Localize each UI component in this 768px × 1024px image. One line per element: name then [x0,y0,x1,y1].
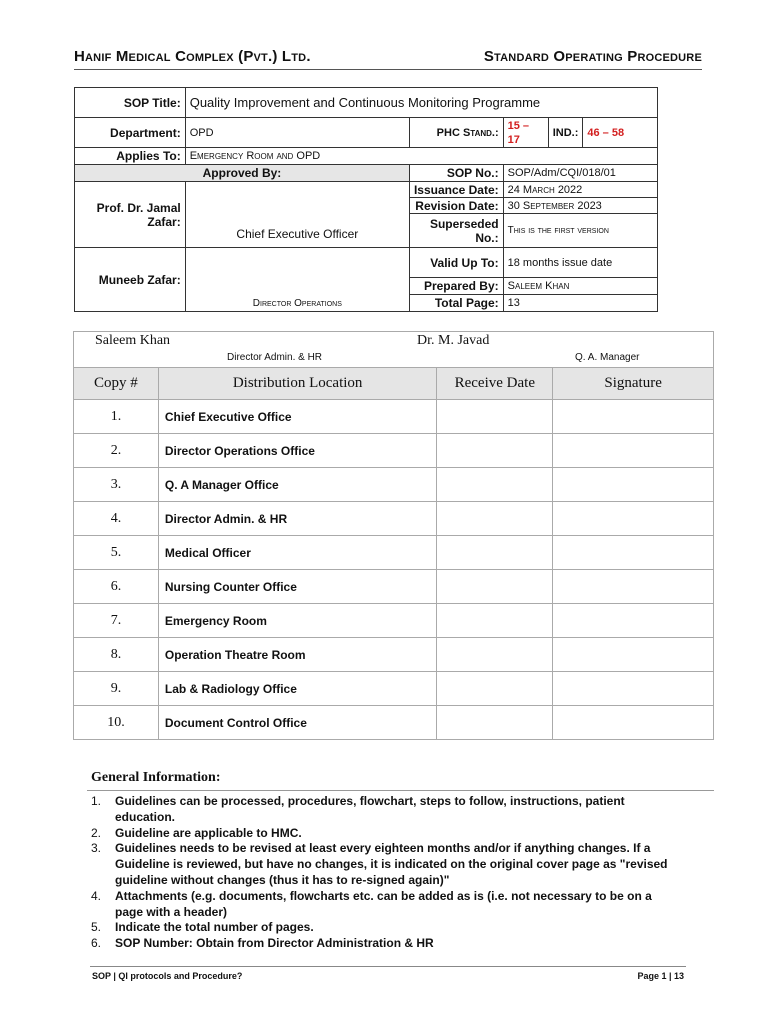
sop-title-value: Quality Improvement and Continuous Monitoring Programme [185,88,657,118]
copy-number: 8. [74,638,159,672]
department-value: OPD [185,118,409,148]
table-row [74,604,714,638]
location: Document Control Office [158,706,437,740]
receive-date-cell [437,502,553,536]
location: Emergency Room [158,604,437,638]
list-item: 2. Guideline are applicable to HMC. [91,825,302,840]
revision-date-value: 30 September 2023 [503,198,657,214]
copy-number: 2. [74,434,159,468]
table-row [74,570,714,604]
table-row [74,638,714,672]
page-footer [90,966,686,986]
sop-info-table [74,87,658,312]
signature-cell [553,536,714,570]
page-header [74,48,702,70]
location: Q. A Manager Office [158,468,437,502]
receive-date-cell [437,400,553,434]
sop-no-value: SOP/Adm/CQI/018/01 [503,165,657,182]
phc-label: PHC Stand.: [409,118,503,148]
footer-page-number: Page 1 | 13 [637,971,684,981]
location: Nursing Counter Office [158,570,437,604]
general-info-list [91,794,671,952]
superseded-value: This is the first version [503,214,657,248]
signature-cell [553,400,714,434]
signature-cell [553,672,714,706]
location: Lab & Radiology Office [158,672,437,706]
signature-cell [553,434,714,468]
col-distribution-location: Distribution Location [158,368,437,400]
table-row [74,502,714,536]
table-row [74,434,714,468]
table-row [74,536,714,570]
approver2-role: Director Operations [185,248,409,312]
signature-cell [553,638,714,672]
receive-date-cell [437,706,553,740]
table-row [74,468,714,502]
valid-up-to-label: Valid Up To: [409,248,503,278]
prepared-by-label: Prepared By: [409,278,503,295]
superseded-label: Superseded No.: [409,214,503,248]
company-name: Hanif Medical Complex (Pvt.) Ltd. [74,48,311,65]
list-item: 4. Attachments (e.g. documents, flowcharts etc. can be added as is (i.e. not necessary to be on a page with a header) [91,888,652,919]
applies-to-value: Emergency Room and OPD [185,148,657,165]
signature-cell [553,706,714,740]
location: Director Operations Office [158,434,437,468]
signature-cell [553,468,714,502]
table-row [74,400,714,434]
list-item: 1. Guidelines can be processed, procedures, flowchart, steps to follow, instructions, patient education. [91,794,625,824]
signatory-right-title: Q. A. Manager [575,352,640,363]
general-info-divider [87,790,714,791]
signatory-left-name: Saleem Khan [95,333,171,348]
location: Director Admin. & HR [158,502,437,536]
ind-label: IND.: [548,118,583,148]
receive-date-cell [437,638,553,672]
approver2-name: Muneeb Zafar: [75,248,186,312]
ind-value: 46 – 58 [583,118,658,148]
col-receive-date: Receive Date [437,368,553,400]
copy-number: 9. [74,672,159,706]
general-info-heading: General Information: [91,770,221,785]
signature-cell [553,604,714,638]
copy-number: 7. [74,604,159,638]
signature-cell [553,570,714,604]
receive-date-cell [437,604,553,638]
table-row [74,672,714,706]
list-item: 3. Guidelines needs to be revised at least every eighteen months and/or if anything changes. If a Guideline is reviewed, but have no changes, it is indicated on the original cover page as "revised guideline without changes (thus it has to re-signed again)" [91,841,668,887]
copy-number: 4. [74,502,159,536]
distribution-table [73,331,714,740]
signatory-right-name: Dr. M. Javad [417,333,490,348]
sop-no-label: SOP No.: [409,165,503,182]
copy-number: 10. [74,706,159,740]
copy-number: 6. [74,570,159,604]
table-row [74,706,714,740]
receive-date-cell [437,672,553,706]
approver1-role: Chief Executive Officer [185,182,409,248]
footer-doc-name: SOP | QI protocols and Procedure? [92,971,243,981]
applies-to-label: Applies To: [75,148,186,165]
list-item: 5. Indicate the total number of pages. [91,920,314,935]
col-signature: Signature [553,368,714,400]
list-item: 6. SOP Number: Obtain from Director Administration & HR [91,936,434,951]
copy-number: 5. [74,536,159,570]
approver1-name: Prof. Dr. Jamal Zafar: [75,182,186,248]
sop-title-label: SOP Title: [75,88,186,118]
col-copy-number: Copy # [74,368,159,400]
phc-value: 15 – 17 [503,118,548,148]
prepared-by-value: Saleem Khan [503,278,657,295]
total-page-label: Total Page: [409,295,503,312]
receive-date-cell [437,468,553,502]
signature-cell [553,502,714,536]
approved-by-label: Approved By: [75,165,410,182]
document-type: Standard Operating Procedure [483,48,702,65]
issuance-date-label: Issuance Date: [409,182,503,198]
receive-date-cell [437,434,553,468]
total-page-value: 13 [503,295,657,312]
copy-number: 1. [74,400,159,434]
location: Chief Executive Office [158,400,437,434]
revision-date-label: Revision Date: [409,198,503,214]
copy-number: 3. [74,468,159,502]
receive-date-cell [437,536,553,570]
valid-up-to-value: 18 months issue date [503,248,657,278]
signatory-left-title: Director Admin. & HR [227,352,323,363]
department-label: Department: [75,118,186,148]
location: Medical Officer [158,536,437,570]
receive-date-cell [437,570,553,604]
issuance-date-value: 24 March 2022 [503,182,657,198]
location: Operation Theatre Room [158,638,437,672]
